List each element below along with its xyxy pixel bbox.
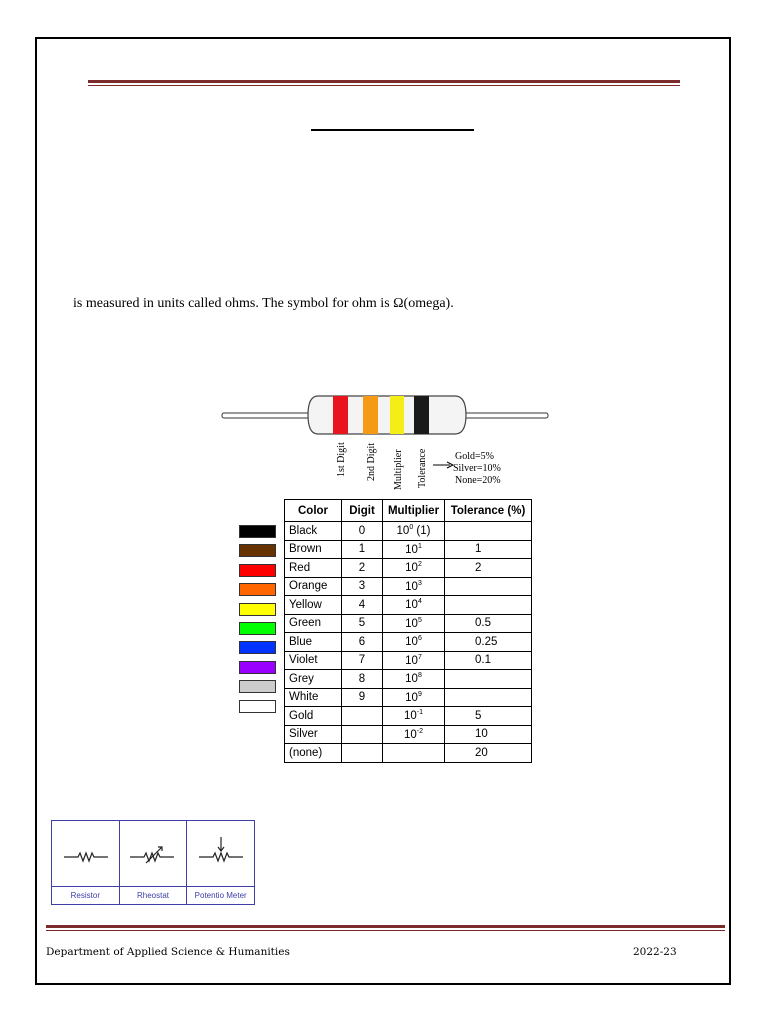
color-swatch	[239, 641, 276, 654]
multiplier-exponent: 7	[417, 653, 422, 661]
color-swatch	[239, 544, 276, 557]
multiplier-base: 10	[405, 691, 418, 704]
cell-tolerance: 5	[445, 707, 532, 726]
multiplier-base: 10	[396, 525, 410, 538]
rheostat-symbol-icon	[120, 821, 186, 887]
symbol-rheostat	[120, 821, 188, 904]
cell-color: Gold	[285, 707, 342, 726]
table-row	[285, 633, 532, 652]
multiplier-base: 10	[405, 580, 418, 593]
cell-tolerance: 0.5	[445, 614, 532, 633]
multiplier-base: 10	[405, 562, 418, 575]
table-row	[285, 651, 532, 670]
symbol-resistor	[52, 821, 120, 904]
header-tolerance: Tolerance (%)	[445, 500, 532, 522]
band-1	[333, 396, 348, 434]
multiplier-exponent: -2	[416, 727, 424, 735]
color-swatch	[239, 661, 276, 674]
band-label-2: 2nd Digit	[366, 442, 377, 481]
multiplier-exponent: 5	[417, 616, 422, 624]
cell-tolerance: 10	[445, 725, 532, 744]
cell-tolerance	[445, 596, 532, 615]
multiplier-base: 10	[405, 617, 418, 630]
multiplier-exponent: 9	[417, 690, 422, 698]
cell-multiplier	[383, 614, 445, 633]
multiplier-base: 10	[405, 673, 418, 686]
resistor-symbols	[51, 820, 255, 905]
cell-tolerance	[445, 522, 532, 541]
band-3	[390, 396, 404, 434]
cell-digit: 7	[342, 651, 383, 670]
color-swatch	[239, 700, 276, 713]
header-color: Color	[285, 500, 342, 522]
color-swatch	[239, 680, 276, 693]
cell-color: Orange	[285, 577, 342, 596]
resistor-symbol-icon	[52, 821, 120, 887]
footer-rule-thin	[46, 930, 725, 931]
cell-tolerance: 2	[445, 559, 532, 578]
header-rule	[88, 80, 680, 83]
cell-digit: 5	[342, 614, 383, 633]
cell-multiplier	[383, 522, 445, 541]
table-row	[285, 725, 532, 744]
multiplier-exponent: 0	[409, 524, 414, 532]
multiplier-exponent: -1	[416, 709, 424, 717]
multiplier-base: 10	[403, 710, 417, 723]
table-row	[285, 596, 532, 615]
multiplier-exponent: 4	[417, 598, 422, 606]
cell-digit: 8	[342, 670, 383, 689]
code-gold: Gold=5%	[455, 451, 494, 462]
cell-digit: 3	[342, 577, 383, 596]
cell-color: Green	[285, 614, 342, 633]
cell-color: White	[285, 688, 342, 707]
cell-multiplier	[383, 670, 445, 689]
cell-multiplier	[383, 707, 445, 726]
cell-digit	[342, 725, 383, 744]
cell-tolerance: 1	[445, 540, 532, 559]
table-row	[285, 670, 532, 689]
multiplier-exponent: 6	[417, 635, 422, 643]
code-silver: Silver=10%	[453, 463, 501, 474]
cell-digit: 9	[342, 688, 383, 707]
symbol-caption: Resistor	[52, 886, 119, 904]
body-text: is measured in units called ohms. The symbol for ohm is Ω(omega).	[73, 296, 454, 311]
cell-tolerance	[445, 688, 532, 707]
table-row	[285, 614, 532, 633]
cell-color: Grey	[285, 670, 342, 689]
table-row	[285, 577, 532, 596]
cell-digit	[342, 744, 383, 763]
cell-tolerance	[445, 670, 532, 689]
multiplier-exponent: 1	[417, 542, 422, 550]
symbol-potentiometer	[187, 821, 254, 904]
symbol-caption: Rheostat	[120, 886, 187, 904]
cell-color: Silver	[285, 725, 342, 744]
cell-tolerance: 20	[445, 744, 532, 763]
table-row	[285, 707, 532, 726]
multiplier-exponent: 3	[417, 579, 422, 587]
cell-tolerance: 0.25	[445, 633, 532, 652]
cell-digit: 1	[342, 540, 383, 559]
multiplier-base: 10	[405, 654, 418, 667]
band-label-3: Multiplier	[393, 449, 404, 490]
cell-multiplier	[383, 651, 445, 670]
cell-color: (none)	[285, 744, 342, 763]
code-none: None=20%	[455, 475, 501, 486]
multiplier-base: 10	[403, 728, 417, 741]
cell-color: Blue	[285, 633, 342, 652]
footer-department: Department of Applied Science & Humanities	[46, 946, 290, 958]
multiplier-base: 10	[405, 636, 418, 649]
symbol-caption: Potentio Meter	[187, 886, 254, 904]
multiplier-base: 10	[405, 543, 418, 556]
table-row	[285, 540, 532, 559]
color-swatch	[239, 525, 276, 538]
band-label-1: 1st Digit	[336, 442, 347, 477]
color-code-table	[284, 499, 532, 763]
cell-color: Brown	[285, 540, 342, 559]
tolerance-codes	[455, 451, 501, 487]
table-row	[285, 688, 532, 707]
cell-color: Violet	[285, 651, 342, 670]
multiplier-base: 10	[405, 599, 418, 612]
cell-tolerance: 0.1	[445, 651, 532, 670]
cell-digit: 4	[342, 596, 383, 615]
multiplier-exponent: 2	[417, 561, 422, 569]
cell-digit: 0	[342, 522, 383, 541]
cell-color: Red	[285, 559, 342, 578]
multiplier-suffix: (1)	[413, 525, 431, 538]
cell-multiplier	[383, 596, 445, 615]
potentiometer-symbol-icon	[187, 821, 255, 887]
cell-multiplier	[383, 633, 445, 652]
header-digit: Digit	[342, 500, 383, 522]
multiplier-exponent: 8	[417, 672, 422, 680]
cell-digit: 2	[342, 559, 383, 578]
cell-multiplier	[383, 577, 445, 596]
cell-multiplier	[383, 540, 445, 559]
band-4	[414, 396, 429, 434]
title-underline	[311, 129, 474, 131]
table-row	[285, 744, 532, 763]
cell-digit	[342, 707, 383, 726]
color-swatch	[239, 583, 276, 596]
color-swatch	[239, 622, 276, 635]
header-rule-thin	[88, 85, 680, 86]
color-swatch	[239, 564, 276, 577]
cell-multiplier	[383, 559, 445, 578]
cell-color: Black	[285, 522, 342, 541]
table-row	[285, 559, 532, 578]
band-2	[363, 396, 378, 434]
color-swatch	[239, 603, 276, 616]
footer-rule	[46, 925, 725, 928]
table-row	[285, 522, 532, 541]
cell-tolerance	[445, 577, 532, 596]
cell-multiplier	[383, 688, 445, 707]
cell-color: Yellow	[285, 596, 342, 615]
band-label-4: Tolerance	[417, 448, 428, 488]
header-multiplier: Multiplier	[383, 500, 445, 522]
cell-multiplier	[383, 744, 445, 763]
cell-digit: 6	[342, 633, 383, 652]
footer-year: 2022-23	[633, 946, 677, 958]
cell-multiplier	[383, 725, 445, 744]
